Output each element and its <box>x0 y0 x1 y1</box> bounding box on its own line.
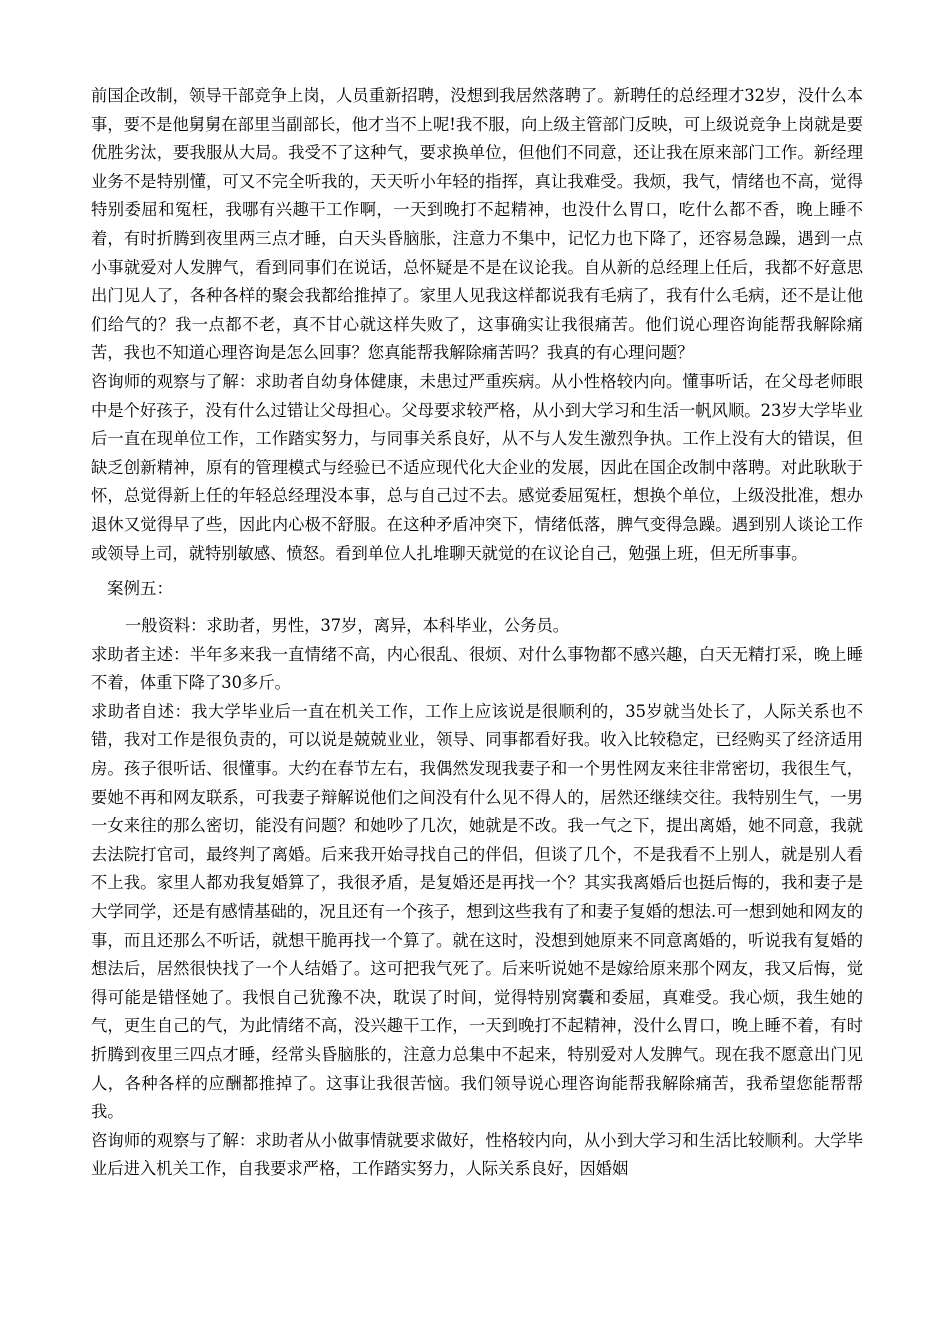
case5-chief-complaint: 求助者主述：半年多来我一直情绪不高，内心很乱、很烦、对什么事物都不感兴趣，白天无精打采，晚上睡不着，体重下降了30多斤。 <box>91 644 863 693</box>
case5-general-info: 一般资料：求助者，男性，37岁，离异，本科毕业，公务员。 <box>125 616 570 636</box>
case5-counselor-observation: 咨询师的观察与了解：求助者从小做事情就要求做好，性格较内向，从小到大学习和生活比较顺利。大学毕业后进入机关工作，自我要求严格，工作踏实努力，人际关系良好，因婚姻 <box>91 1130 863 1179</box>
case5-heading: 案例五： <box>107 579 173 599</box>
case4-counselor-observation: 咨询师的观察与了解：求助者自幼身体健康，未患过严重疾病。从小性格较内向。懂事听话，在父母老师眼中是个好孩子，没有什么过错让父母担心。父母要求较严格，从小到大学习和生活一帆风顺。23岁大学毕业后一直在现单位工作，工作踏实努力，与同事关系良好，从不与人发生激烈争执。工作上没有大的错误，但缺乏创新精神，原有的管理模式与经验已不适应现代化大企业的发展，因此在国企改制中落聘。对此耿耿于怀，总觉得新上任的年轻总经理没本事，总与自己过不去。感觉委屈冤枉，想换个单位，上级没批准，想办退休又觉得早了些，因此内心极不舒服。在这种矛盾冲突下，情绪低落，脾气变得急躁。遇到别人谈论工作或领导上司，就特别敏感、愤怒。看到单位人扎堆聊天就觉的在议论自己，勉强上班，但无所事事。 <box>91 371 863 563</box>
case5-self-narrative: 求助者自述：我大学毕业后一直在机关工作，工作上应该说是很顺利的，35岁就当处长了，人际关系也不错，我对工作是很负责的，可以说是兢兢业业，领导、同事都看好我。收入比较稳定，已经购买了经济适用房。孩子很听话、很懂事。大约在春节左右，我偶然发现我妻子和一个男性网友来往非常密切，我很生气，要她不再和网友联系，可我妻子辩解说他们之间没有什么见不得人的，居然还继续交往。我特别生气，一男一女来往的那么密切，能没有问题？和她吵了几次，她就是不改。我一气之下，提出离婚，她不同意，我就去法院打官司，最终判了离婚。后来我开始寻找自己的伴侣，但谈了几个，不是我看不上别人，就是别人看不上我。家里人都劝我复婚算了，我很矛盾，是复婚还是再找一个？其实我离婚后也挺后悔的，我和妻子是大学同学，还是有感情基础的，况且还有一个孩子，想到这些我有了和妻子复婚的想法.可一想到她和网友的事，而且还那么不听话，就想干脆再找一个算了。就在这时，没想到她原来不同意离婚的，听说我有复婚的想法后，居然很快找了一个人结婚了。这可把我气死了。后来听说她不是嫁给原来那个网友，我又后悔，觉得可能是错怪她了。我恨自己犹豫不决，耽误了时间，觉得特别窝囊和委屈，真难受。我心烦，我生她的气，更生自己的气，为此情绪不高，没兴趣干工作，一天到晚打不起精神，没什么胃口，晚上睡不着，有时折腾到夜里三四点才睡，经常头昏脑胀的，注意力总集中不起来，特别爱对人发脾气。现在我不愿意出门见人，各种各样的应酬都推掉了。这事让我很苦恼。我们领导说心理咨询能帮我解除痛苦，我希望您能帮帮我。 <box>91 701 863 1122</box>
document-page <box>91 82 863 1184</box>
case4-narrative-paragraph: 前国企改制，领导干部竞争上岗，人员重新招聘，没想到我居然落聘了。新聘任的总经理才32岁，没什么本事，要不是他舅舅在部里当副部长，他才当不上呢!我不服，向上级主管部门反映，可上级说竞争上岗就是要优胜劣汰，要我服从大局。我受不了这种气，要求换单位，但他们不同意，还让我在原来部门工作。新经理业务不是特别懂，可又不完全听我的，天天听小年轻的指挥，真让我难受。我烦，我气，情绪也不高，觉得特别委屈和冤枉，我哪有兴趣干工作啊，一天到晚打不起精神，也没什么胃口，吃什么都不香，晚上睡不着，有时折腾到夜里两三点才睡，白天头昏脑胀，注意力不集中，记忆力也下降了，还容易急躁，遇到一点小事就爱对人发脾气，看到同事们在说话，总怀疑是不是在议论我。自从新的总经理上任后，我都不好意思出门见人了，各种各样的聚会我都给推掉了。家里人见我这样都说我有毛病了，我有什么毛病，还不是让他们给气的？我一点都不老，真不甘心就这样失败了，这事确实让我很痛苦。他们说心理咨询能帮我解除痛苦，我也不知道心理咨询是怎么回事？您真能帮我解除痛苦吗？我真的有心理问题？ <box>91 86 863 363</box>
